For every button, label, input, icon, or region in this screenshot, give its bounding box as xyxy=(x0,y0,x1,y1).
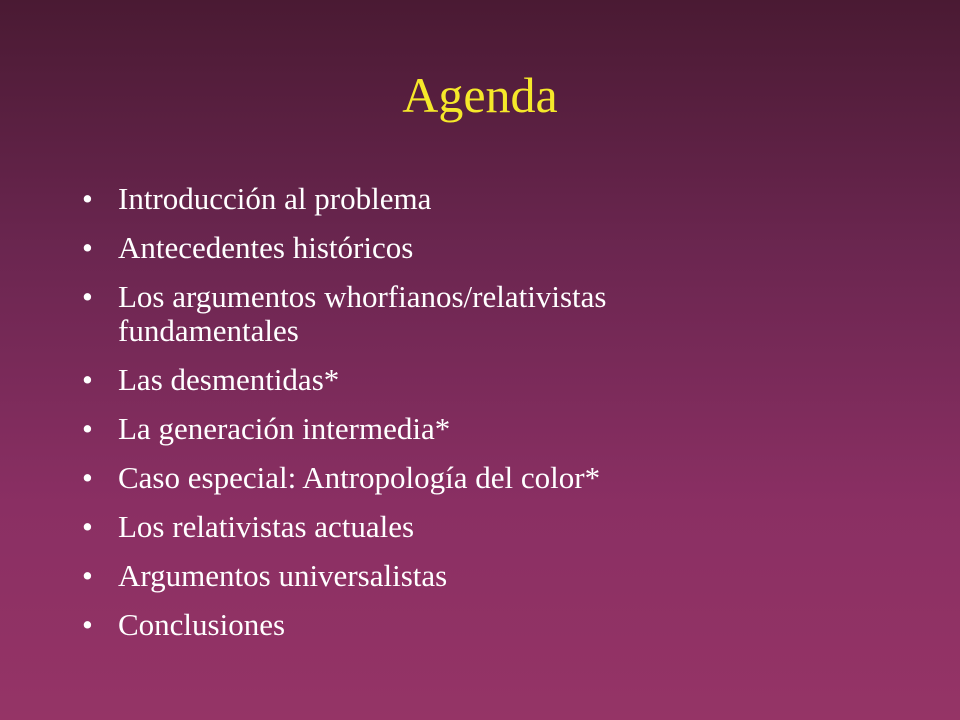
list-item-label: Los argumentos whorfianos/relativistas fundamentales xyxy=(118,279,607,348)
bullet-icon: • xyxy=(82,230,93,265)
list-item xyxy=(82,608,902,642)
slide-title: Agenda xyxy=(402,67,558,123)
list-item-label: La generación intermedia* xyxy=(118,411,451,446)
bullet-icon: • xyxy=(82,362,93,397)
list-item xyxy=(82,510,902,544)
list-item xyxy=(82,182,902,216)
list-item-label: Conclusiones xyxy=(118,607,286,642)
list-item xyxy=(82,461,902,495)
agenda-list xyxy=(82,182,902,657)
bullet-icon: • xyxy=(82,607,93,642)
list-item-label: Las desmentidas* xyxy=(118,362,340,397)
list-item-label: Argumentos universalistas xyxy=(118,558,448,593)
list-item-label: Los relativistas actuales xyxy=(118,509,415,544)
list-item-label: Antecedentes históricos xyxy=(118,230,414,265)
list-item-label: Caso especial: Antropología del color* xyxy=(118,460,601,495)
list-item xyxy=(82,231,902,265)
bullet-icon: • xyxy=(82,279,93,314)
list-item xyxy=(82,280,902,348)
bullet-icon: • xyxy=(82,509,93,544)
bullet-icon: • xyxy=(82,460,93,495)
list-item xyxy=(82,363,902,397)
list-item xyxy=(82,559,902,593)
list-item-label: Introducción al problema xyxy=(118,181,432,216)
bullet-icon: • xyxy=(82,558,93,593)
list-item xyxy=(82,412,902,446)
bullet-icon: • xyxy=(82,181,93,216)
bullet-icon: • xyxy=(82,411,93,446)
